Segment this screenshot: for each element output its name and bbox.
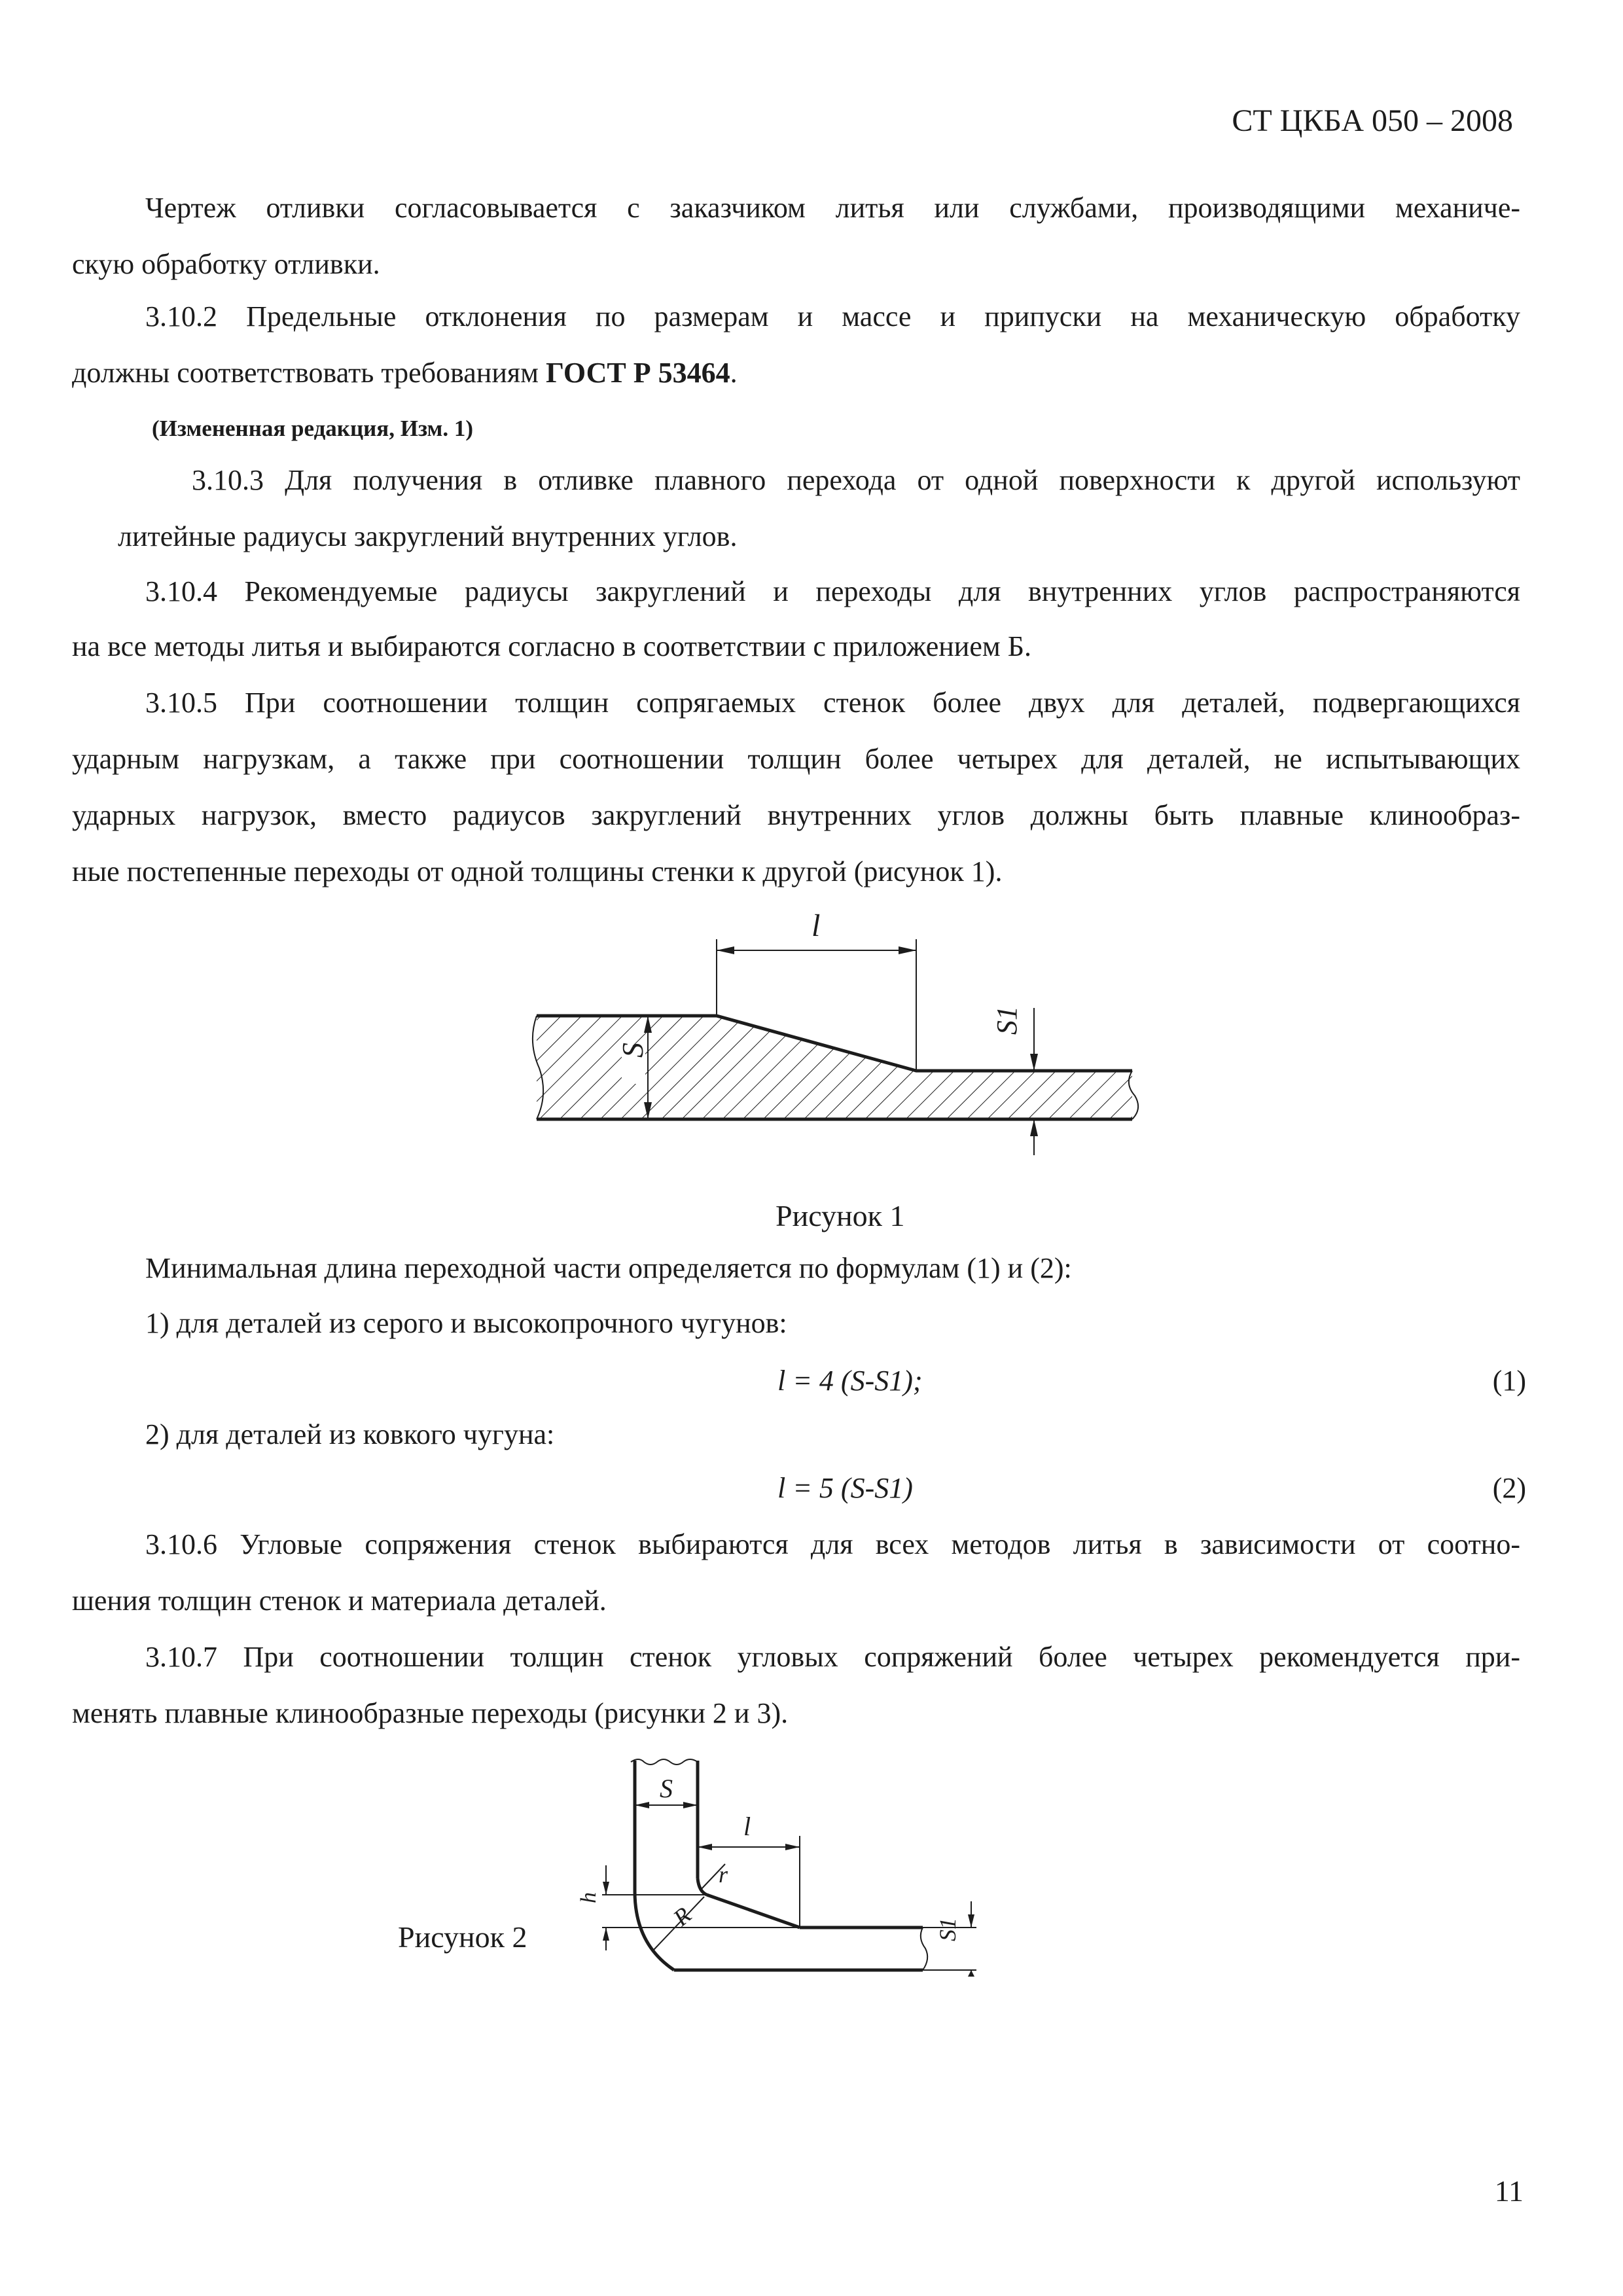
paragraph-line: на все методы литья и выбираются согласно в соответствии с приложением Б. — [72, 630, 1031, 662]
arrowhead — [635, 1802, 649, 1808]
paragraph-line: Минимальная длина переходной части определяется по формулам (1) и (2): — [145, 1252, 1072, 1284]
dimension-label-l: l — [743, 1812, 751, 1841]
formula-2: l = 5 (S-S1) — [777, 1472, 913, 1504]
break-line — [631, 1759, 698, 1765]
document-code-header: СТ ЦКБА 050 – 2008 — [1232, 103, 1513, 138]
dimension-label-h: h — [577, 1892, 601, 1903]
radius-label-r: r — [719, 1861, 728, 1888]
paragraph-line: 3.10.6 Угловые сопряжения стенок выбираются для всех методов литья в зависимости от соотно- — [145, 1528, 1520, 1560]
paragraph-line: ные постепенные переходы от одной толщины стенки к другой (рисунок 1). — [72, 855, 1003, 888]
arrowhead — [968, 1970, 974, 1977]
paragraph-line: 2) для деталей из ковкого чугуна: — [145, 1418, 555, 1450]
arrowhead — [683, 1802, 698, 1808]
dimension-label-s1: S1 — [935, 1918, 961, 1941]
paragraph-line: шения толщин стенок и материала деталей. — [72, 1585, 607, 1617]
page-number: 11 — [1494, 2174, 1524, 2208]
formula-1: l = 4 (S-S1); — [777, 1365, 923, 1397]
arrowhead — [603, 1928, 609, 1941]
paragraph-line: 3.10.5 При соотношении толщин сопрягаемых стенок более двух для деталей, подвергающихся — [145, 687, 1520, 719]
arrowhead — [785, 1844, 800, 1850]
arrowhead — [899, 946, 916, 954]
paragraph-line: 3.10.3 Для получения в отливке плавного перехода от одной поверхности к другой используют — [192, 464, 1520, 496]
formula-1-number: (1) — [1492, 1365, 1526, 1397]
dimension-label-s: S — [616, 1043, 649, 1058]
formula-2-number: (2) — [1492, 1472, 1526, 1504]
arrowhead — [717, 946, 734, 954]
figure-1-wall-transition-drawing — [510, 903, 1152, 1165]
paragraph-text: должны соответствовать требованиям — [72, 357, 546, 389]
paragraph-text: . — [730, 357, 738, 389]
break-line — [921, 1928, 927, 1970]
dimension-label-s: S — [660, 1774, 673, 1803]
figure-2-caption: Рисунок 2 — [398, 1920, 527, 1954]
wedge-transition-line — [707, 1895, 800, 1928]
outer-radius-curve — [635, 1892, 674, 1970]
figure-2-corner-joint-drawing — [576, 1754, 995, 1977]
standard-reference: ГОСТ Р 53464 — [545, 357, 730, 389]
arrowhead — [968, 1914, 974, 1928]
paragraph-line: литейные радиусы закруглений внутренних углов. — [118, 520, 738, 552]
dimension-label-s1: S1 — [991, 1006, 1023, 1035]
paragraph-line: ударных нагрузок, вместо радиусов закруглений внутренних углов должны быть плавные клинообраз- — [72, 799, 1520, 831]
paragraph-line: скую обработку отливки. — [72, 248, 380, 280]
arrowhead — [1030, 1119, 1038, 1136]
arrowhead — [698, 1844, 712, 1850]
paragraph-line: Чертеж отливки согласовывается с заказчиком литья или службами, производящими механиче- — [145, 192, 1520, 224]
paragraph-line — [72, 356, 738, 391]
arrowhead — [1030, 1054, 1038, 1071]
revision-note: (Измененная редакция, Изм. 1) — [152, 416, 474, 441]
paragraph-line: 3.10.2 Предельные отклонения по размерам и массе и припуски на механическую обработку — [145, 300, 1520, 332]
radius-label-R: R — [668, 1901, 696, 1931]
figure-1-caption: Рисунок 1 — [776, 1199, 905, 1232]
paragraph-line: 1) для деталей из серого и высокопрочного чугунов: — [145, 1307, 787, 1339]
dimension-label-l: l — [812, 908, 821, 943]
paragraph-line: ударным нагрузкам, а также при соотношении толщин более четырех для деталей, не испытывающих — [72, 743, 1520, 775]
paragraph-line: 3.10.4 Рекомендуемые радиусы закруглений и переходы для внутренних углов распространяются — [145, 575, 1520, 607]
paragraph-line: 3.10.7 При соотношении толщин стенок угловых сопряжений более четырех рекомендуется при- — [145, 1641, 1520, 1673]
paragraph-line: менять плавные клинообразные переходы (рисунки 2 и 3). — [72, 1697, 789, 1729]
inner-radius-curve — [698, 1878, 707, 1895]
arrowhead — [603, 1882, 609, 1895]
